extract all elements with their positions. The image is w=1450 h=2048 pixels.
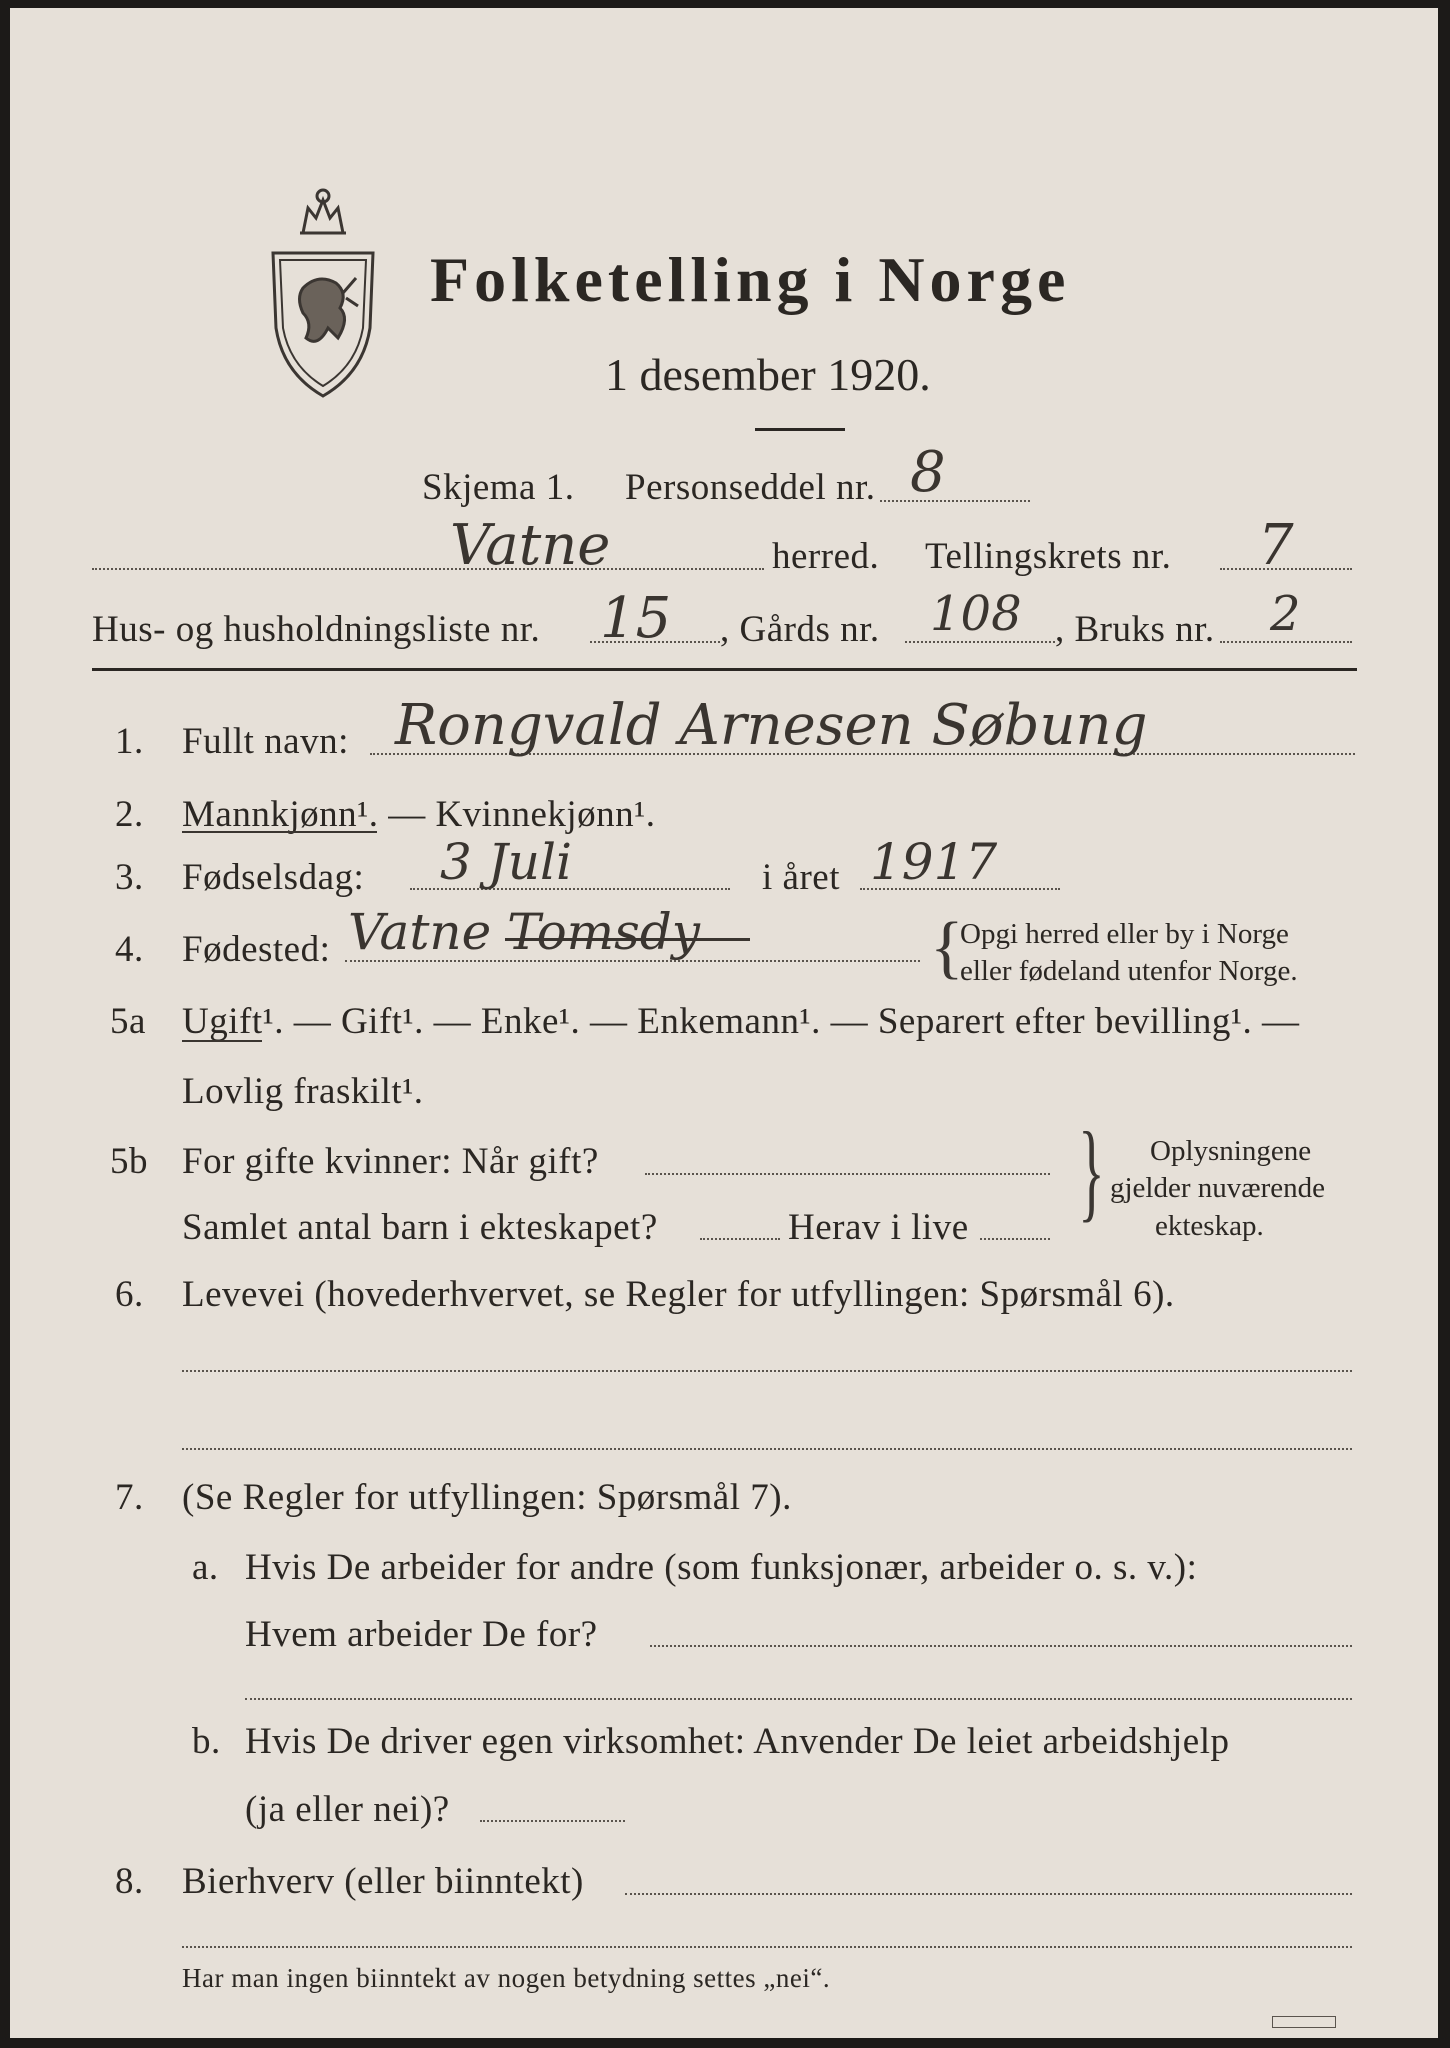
mannkjonn-underline [182,831,377,833]
q5a-number: 5a [110,1001,146,1042]
q5b-note-line2: gjelder nuværende [1110,1172,1326,1204]
q8-dotted-line-2 [182,1946,1352,1948]
q5b-note-line3: ekteskap. [1155,1210,1264,1242]
q7b-dotted-line [480,1820,625,1822]
q8-label: Bierhverv (eller biinntekt) [182,1861,584,1902]
q6-number: 6. [115,1274,144,1315]
herred-dotted-line [92,568,764,570]
tellingskrets-label: Tellingskrets nr. [925,536,1172,577]
q5b-live-dotted-line [980,1238,1050,1240]
herred-value[interactable]: Vatne [450,513,611,578]
schema-label: Skjema 1. [422,467,575,508]
q7a-line1: Hvis De arbeider for andre (som funksjonær, arbeider o. s. v.): [245,1547,1198,1588]
footer-note: Har man ingen biinntekt av nogen betydning settes „nei“. [182,1963,831,1993]
q3-label: Fødselsdag: [182,857,365,898]
birth-year-value[interactable]: 1917 [870,833,998,891]
q7a-line2: Hvem arbeider De for? [245,1614,598,1655]
full-name-value[interactable]: Rongvald Arnesen Søbung [395,693,1148,758]
q5b-brace: { [1078,1122,1105,1244]
hus-value[interactable]: 15 [600,586,672,651]
q5b-line1: For gifte kvinner: Når gift? [182,1141,599,1182]
q5a-line2: Lovlig fraskilt¹. [182,1071,424,1112]
q6-dotted-line-1 [182,1370,1352,1372]
personseddel-value[interactable]: 8 [910,440,946,505]
tellingskrets-value[interactable]: 7 [1258,513,1294,578]
personseddel-label: Personseddel nr. [625,467,876,508]
census-form [10,8,1438,2038]
ugift-underline [182,1040,262,1042]
q4-label: Fødested: [182,929,331,970]
q7a-letter: a. [192,1547,219,1588]
q5a-line1: Ugift¹. — Gift¹. — Enke¹. — Enkemann¹. — Separert efter bevilling¹. — [182,1001,1300,1042]
q4-note-line1: Opgi herred eller by i Norge [960,918,1289,950]
q8-number: 8. [115,1861,144,1902]
q4-note-line2: eller fødeland utenfor Norge. [960,955,1298,987]
q7b-line1: Hvis De driver egen virksomhet: Anvender De leiet arbeidshjelp [245,1721,1230,1762]
title-divider [755,428,845,431]
q1-number: 1. [115,721,144,762]
gards-value[interactable]: 108 [930,586,1022,642]
hus-label: Hus- og husholdningsliste nr. [92,609,541,650]
personseddel-dotted-line [880,500,1030,502]
q6-dotted-line-2 [182,1448,1352,1450]
q5b-gift-dotted-line [645,1173,1050,1175]
q5b-line2b: Herav i live [788,1207,969,1248]
form-title: Folketelling i Norge [430,244,1071,315]
q7-label: (Se Regler for utfyllingen: Spørsmål 7). [182,1477,792,1518]
q5b-note-line1: Oplysningene [1150,1135,1312,1167]
coat-of-arms-icon [258,178,388,403]
q7a-dotted-line [650,1645,1352,1647]
form-date: 1 desember 1920. [605,349,931,400]
q5b-barn-dotted-line-b [700,1238,780,1240]
q4-number: 4. [115,929,144,970]
birthday-value[interactable]: 3 Juli [440,833,572,891]
q3-year-label: i året [762,857,840,898]
section-divider [92,668,1357,671]
q3-number: 3. [115,857,144,898]
q7b-letter: b. [192,1721,221,1762]
q8-dotted-line [625,1893,1352,1895]
q5b-line2a: Samlet antal barn i ekteskapet? [182,1207,658,1248]
q7-number: 7. [115,1477,144,1518]
birthplace-strike [505,938,750,941]
q6-label: Levevei (hovederhvervet, se Regler for utfyllingen: Spørsmål 6). [182,1274,1175,1315]
printer-mark [1272,2016,1336,2028]
bruks-label: , Bruks nr. [1055,609,1215,650]
gards-label: , Gårds nr. [720,609,880,650]
q1-label: Fullt navn: [182,721,349,762]
q7b-line2: (ja eller nei)? [245,1789,450,1830]
herred-label: herred. [772,536,880,577]
q7a-dotted-line-2 [245,1698,1352,1700]
q5b-number: 5b [110,1141,148,1182]
birthplace-value[interactable]: Vatne Tomsdy [348,903,701,961]
q4-brace: { [930,909,964,986]
q2-number: 2. [115,794,144,835]
q2-label: Mannkjønn¹. — Kvinnekjønn¹. [182,794,656,835]
bruks-value[interactable]: 2 [1270,586,1301,642]
